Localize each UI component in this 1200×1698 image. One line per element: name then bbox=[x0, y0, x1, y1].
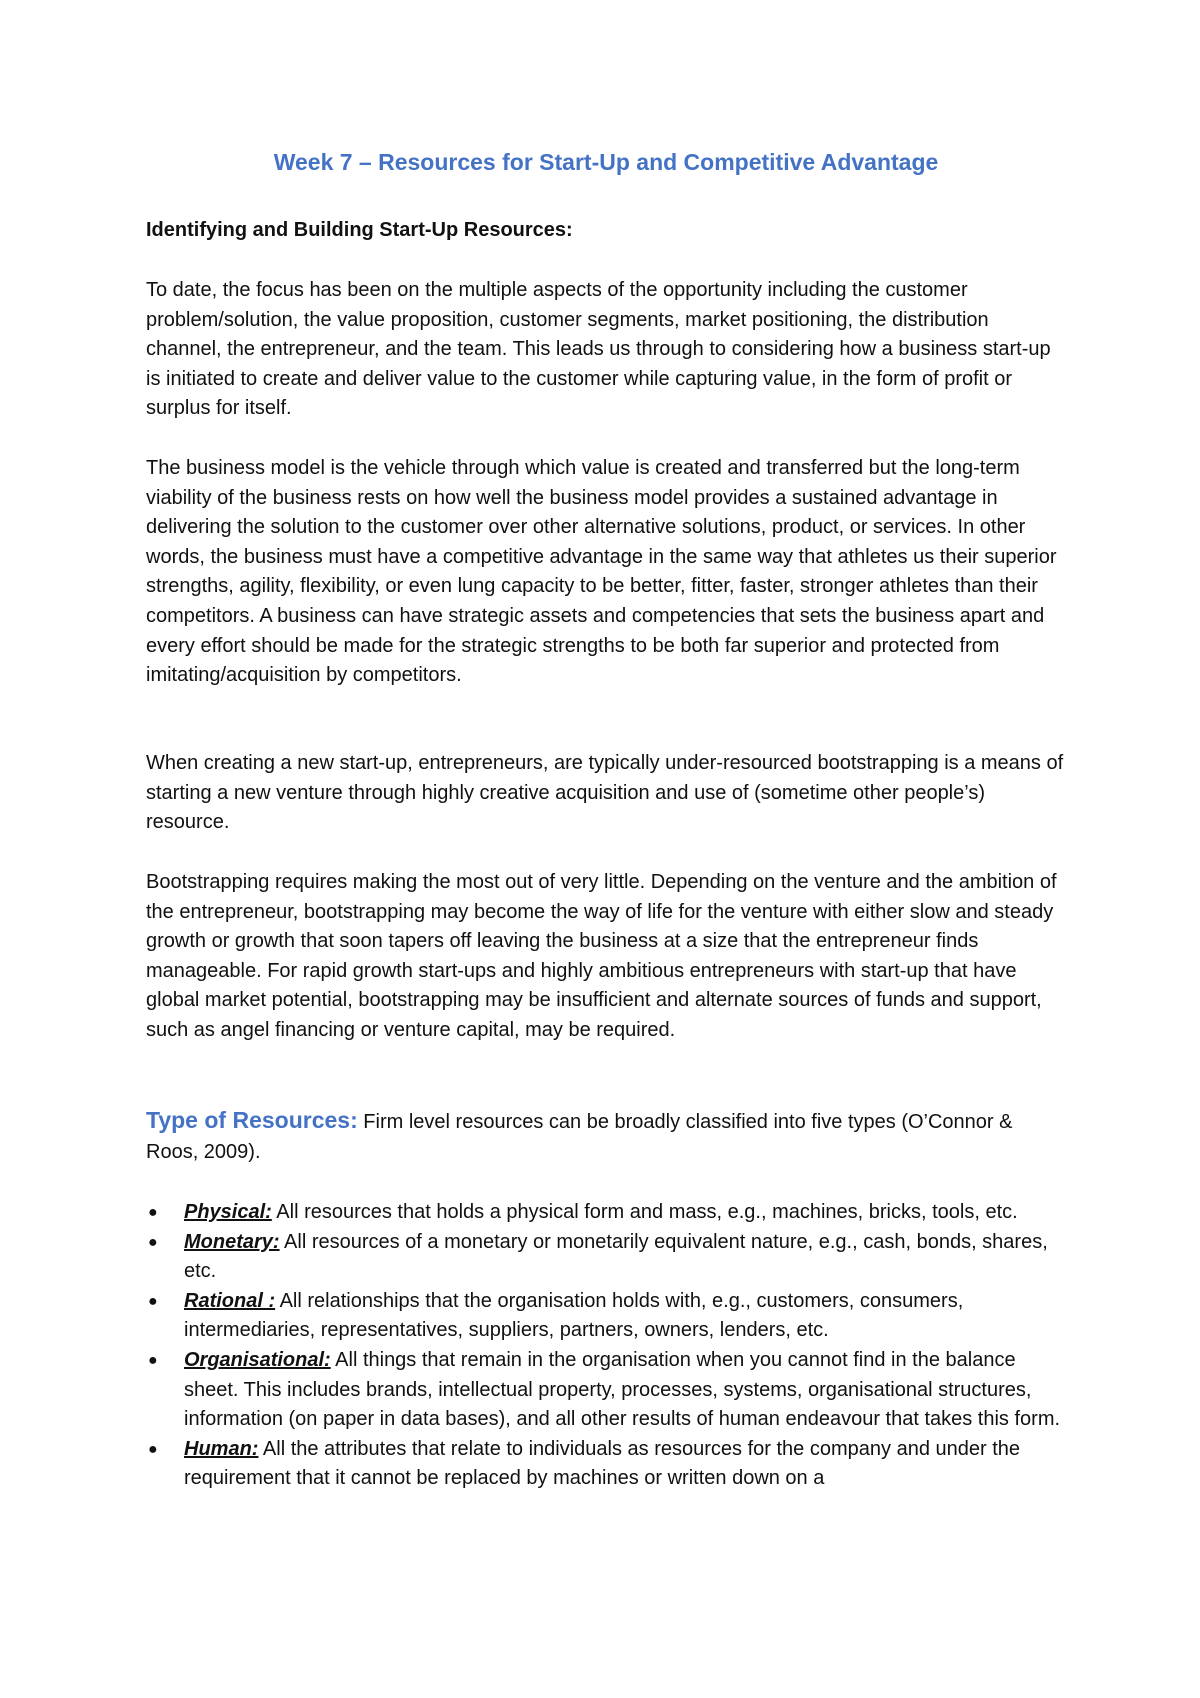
list-item bbox=[146, 1287, 1066, 1346]
list-item bbox=[146, 1346, 1066, 1435]
bullet-icon: ● bbox=[148, 1440, 158, 1458]
resource-description: All resources that holds a physical form and mass, e.g., machines, bricks, tools, etc. bbox=[271, 1201, 1018, 1223]
resource-term: Rational : bbox=[184, 1289, 276, 1312]
list-item bbox=[146, 1228, 1066, 1287]
types-intro: Firm level resources can be broadly classified into five types (O’Connor & Roos, 2009). bbox=[146, 1111, 1013, 1163]
list-item bbox=[146, 1198, 1066, 1228]
resource-term: Human: bbox=[184, 1437, 259, 1460]
paragraph-intro: To date, the focus has been on the multiple aspects of the opportunity including the customer problem/solution, the value proposition, customer segments, market positioning, the distribution channel, the entrepreneur, and the team. This leads us through to considering how a business start-up is initiated to create and deliver value to the customer while capturing value, in the form of profit or surplus for itself. bbox=[146, 279, 1051, 420]
list-item bbox=[146, 1435, 1066, 1494]
paragraph-business-model: The business model is the vehicle through which value is created and transferred but the long-term viability of the business rests on how well the business model provides a sustained advantage in delivering the solution to the customer over other alternative solutions, product, or services. In other words, the business must have a competitive advantage in the same way that athletes us their superior strengths, agility, flexibility, or even lung capacity to be better, fitter, faster, stronger athletes than their competitors. A business can have strategic assets and competencies that sets the business apart and every effort should be made for the strategic strengths to be both far superior and protected from imitating/acquisition by competitors. bbox=[146, 457, 1057, 687]
bullet-icon: ● bbox=[148, 1351, 158, 1369]
paragraph-bootstrapping-intro: When creating a new start-up, entrepreneurs, are typically under-resourced bootstrapping is a means of starting a new venture through highly creative acquisition and use of (sometime other people’s) resource. bbox=[146, 752, 1064, 834]
resource-term: Monetary: bbox=[184, 1230, 280, 1253]
resource-description: All relationships that the organisation holds with, e.g., customers, consumers, intermediaries, representatives, suppliers, partners, owners, lenders, etc. bbox=[184, 1289, 964, 1342]
resource-list bbox=[146, 1198, 1066, 1494]
page-title: Week 7 – Resources for Start-Up and Competitive Advantage bbox=[273, 149, 939, 175]
paragraph-bootstrapping-detail: Bootstrapping requires making the most out of very little. Depending on the venture and the ambition of the entrepreneur, bootstrapping may become the way of life for the venture with either slow and steady growth or growth that soon tapers off leaving the business at a size that the entrepreneur finds manageable. For rapid growth start-ups and highly ambitious entrepreneurs with start-up that have global market potential, bootstrapping may be insufficient and alternate sources of funds and support, such as angel financing or venture capital, may be required. bbox=[146, 871, 1057, 1041]
section-subheading: Identifying and Building Start-Up Resources: bbox=[146, 219, 573, 241]
bullet-icon: ● bbox=[148, 1233, 158, 1251]
bullet-icon: ● bbox=[148, 1204, 158, 1221]
bullet-icon: ● bbox=[148, 1292, 158, 1310]
resource-description: All things that remain in the organisation when you cannot find in the balance sheet. This includes brands, intellectual property, processes, systems, organisational structures, information (on paper in data bases), and all other results of human endeavour that takes this form. bbox=[184, 1348, 1061, 1431]
resource-description: All resources of a monetary or monetarily equivalent nature, e.g., cash, bonds, shares, etc. bbox=[184, 1230, 1048, 1283]
resource-description: All the attributes that relate to individuals as resources for the company and under the requirement that it cannot be replaced by machines or written down on a bbox=[184, 1437, 1021, 1490]
types-heading: Type of Resources: bbox=[146, 1107, 358, 1133]
resource-term: Organisational: bbox=[184, 1348, 331, 1371]
resource-term: Physical: bbox=[184, 1201, 272, 1223]
types-paragraph bbox=[146, 1106, 1066, 1167]
